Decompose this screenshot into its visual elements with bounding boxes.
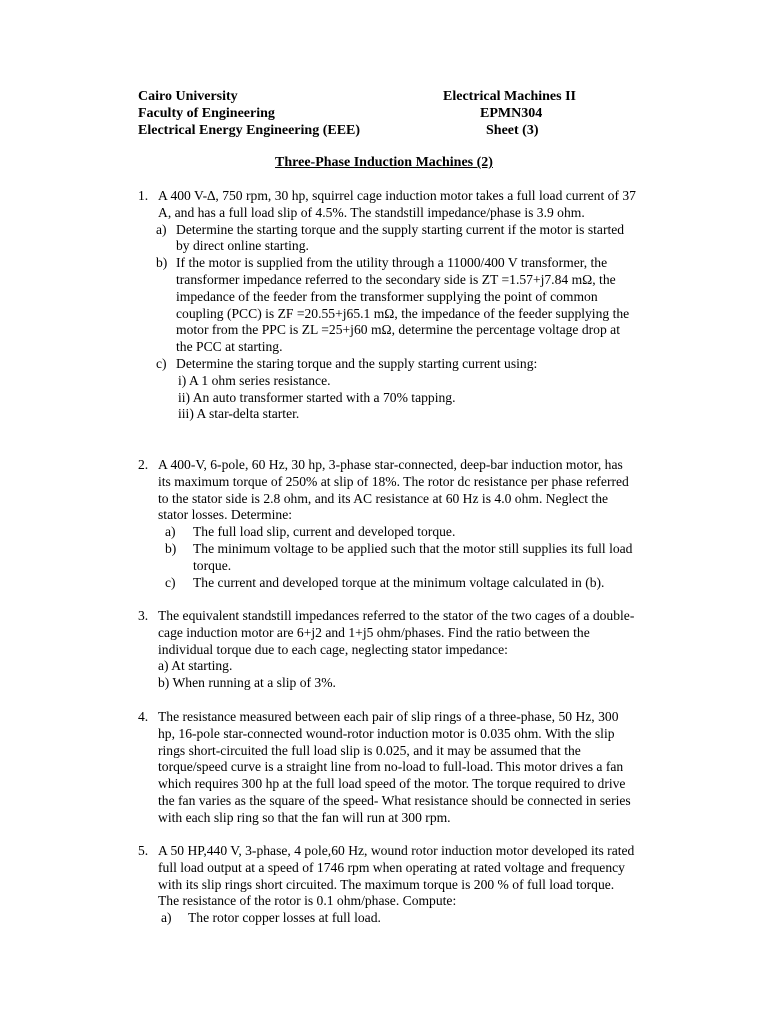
part-c-item-3: iii) A star-delta starter. (178, 406, 300, 422)
course-code: EPMN304 (480, 106, 543, 121)
part-b-text: The minimum voltage to be applied such that the motor still supplies its full load torque. (193, 540, 633, 573)
part-c-item-2: ii) An auto transformer started with a 70% tapping. (178, 389, 456, 405)
course-name: Electrical Machines II (443, 89, 576, 104)
part-c-item-1: i) A 1 ohm series resistance. (178, 372, 331, 388)
part-a-text: a) At starting. (158, 658, 233, 674)
sheet-number: Sheet (3) (486, 123, 539, 138)
question-number: 4. (138, 709, 149, 724)
part-a-text: The full load slip, current and developed torque. (193, 524, 456, 540)
question-text: A 400 V-∆, 750 rpm, 30 hp, squirrel cage induction motor takes a full load current of 37 A, and has a full load slip of 4.5%. The standstill impedance/phase is 3.9 ohm. (158, 188, 636, 220)
part-b-text: If the motor is supplied from the utility through a 11000/400 V transformer, the transformer impedance referred to the secondary side is ZT =1.57+j7.84 mΩ, the impedance of the feeder from the transformer supplying the point of common coupling (PCC) is ZF =20.55+j65.1 mΩ, the impedance of the feeder supplying the motor from the PPC is ZL =25+j60 mΩ, determine the percentage voltage drop at the PCC at starting. (176, 255, 630, 355)
part-label: c) (165, 574, 176, 590)
part-b-text: b) When running at a slip of 3%. (158, 675, 336, 691)
part-label: b) (165, 540, 177, 556)
question-4 (138, 709, 638, 827)
question-text: A 400-V, 6-pole, 60 Hz, 30 hp, 3-phase star-connected, deep-bar induction motor, has its maximum torque of 250% at slip of 18%. The rotor dc resistance per phase referred to the stator side is 2.8 ohm, and its AC resistance at 60 Hz is 4.0 ohm. Neglect the stator losses. Determine: (158, 457, 629, 523)
part-label: a) (165, 524, 176, 540)
department-name: Electrical Energy Engineering (EEE) (138, 123, 361, 138)
question-2 (138, 457, 638, 591)
question-number: 5. (138, 843, 149, 858)
part-label: a) (156, 221, 167, 237)
question-1 (138, 188, 638, 423)
question-number: 1. (138, 188, 149, 203)
part-c-text: The current and developed torque at the minimum voltage calculated in (b). (193, 574, 605, 590)
question-3 (138, 608, 638, 692)
question-text: A 50 HP,440 V, 3-phase, 4 pole,60 Hz, wound rotor induction motor developed its rated full load output at a speed of 1746 rpm when operating at rated voltage and frequency with its slip rings short circuited. The maximum torque is 200 % of full load torque. The resistance of the rotor is 0.1 ohm/phase. Compute: (158, 843, 635, 909)
sheet-title: Three-Phase Induction Machines (2) (275, 155, 493, 170)
part-label: b) (156, 255, 168, 271)
question-number: 3. (138, 608, 149, 623)
part-a-text: The rotor copper losses at full load. (188, 910, 381, 926)
sheet-header (138, 88, 598, 139)
university-name: Cairo University (138, 89, 238, 104)
part-label: c) (156, 355, 167, 371)
part-label: a) (161, 910, 172, 926)
faculty-name: Faculty of Engineering (138, 106, 275, 121)
part-c-text: Determine the staring torque and the supply starting current using: (176, 355, 538, 371)
question-text: The equivalent standstill impedances referred to the stator of the two cages of a double-cage induction motor are 6+j2 and 1+j5 ohm/phases. Find the ratio between the individual torque due to each cage, neglecting stator impedance: (158, 608, 635, 657)
question-number: 2. (138, 457, 149, 472)
part-a-text: Determine the starting torque and the supply starting current if the motor is started by direct online starting. (176, 221, 625, 254)
question-text: The resistance measured between each pair of slip rings of a three-phase, 50 Hz, 300 hp, 16-pole star-connected wound-rotor induction motor is 0.035 ohm. With the slip rings short-circuited the full load slip is 0.025, and it may be assumed that the torque/speed curve is a straight line from no-load to full-load. This motor drives a fan which requires 300 hp at the full load speed of the motor. The torque required to drive the fan varies as the square of the speed- What resistance should be connected in series with each slip ring so that the fan will run at 300 rpm. (158, 709, 631, 825)
question-5 (138, 843, 638, 927)
